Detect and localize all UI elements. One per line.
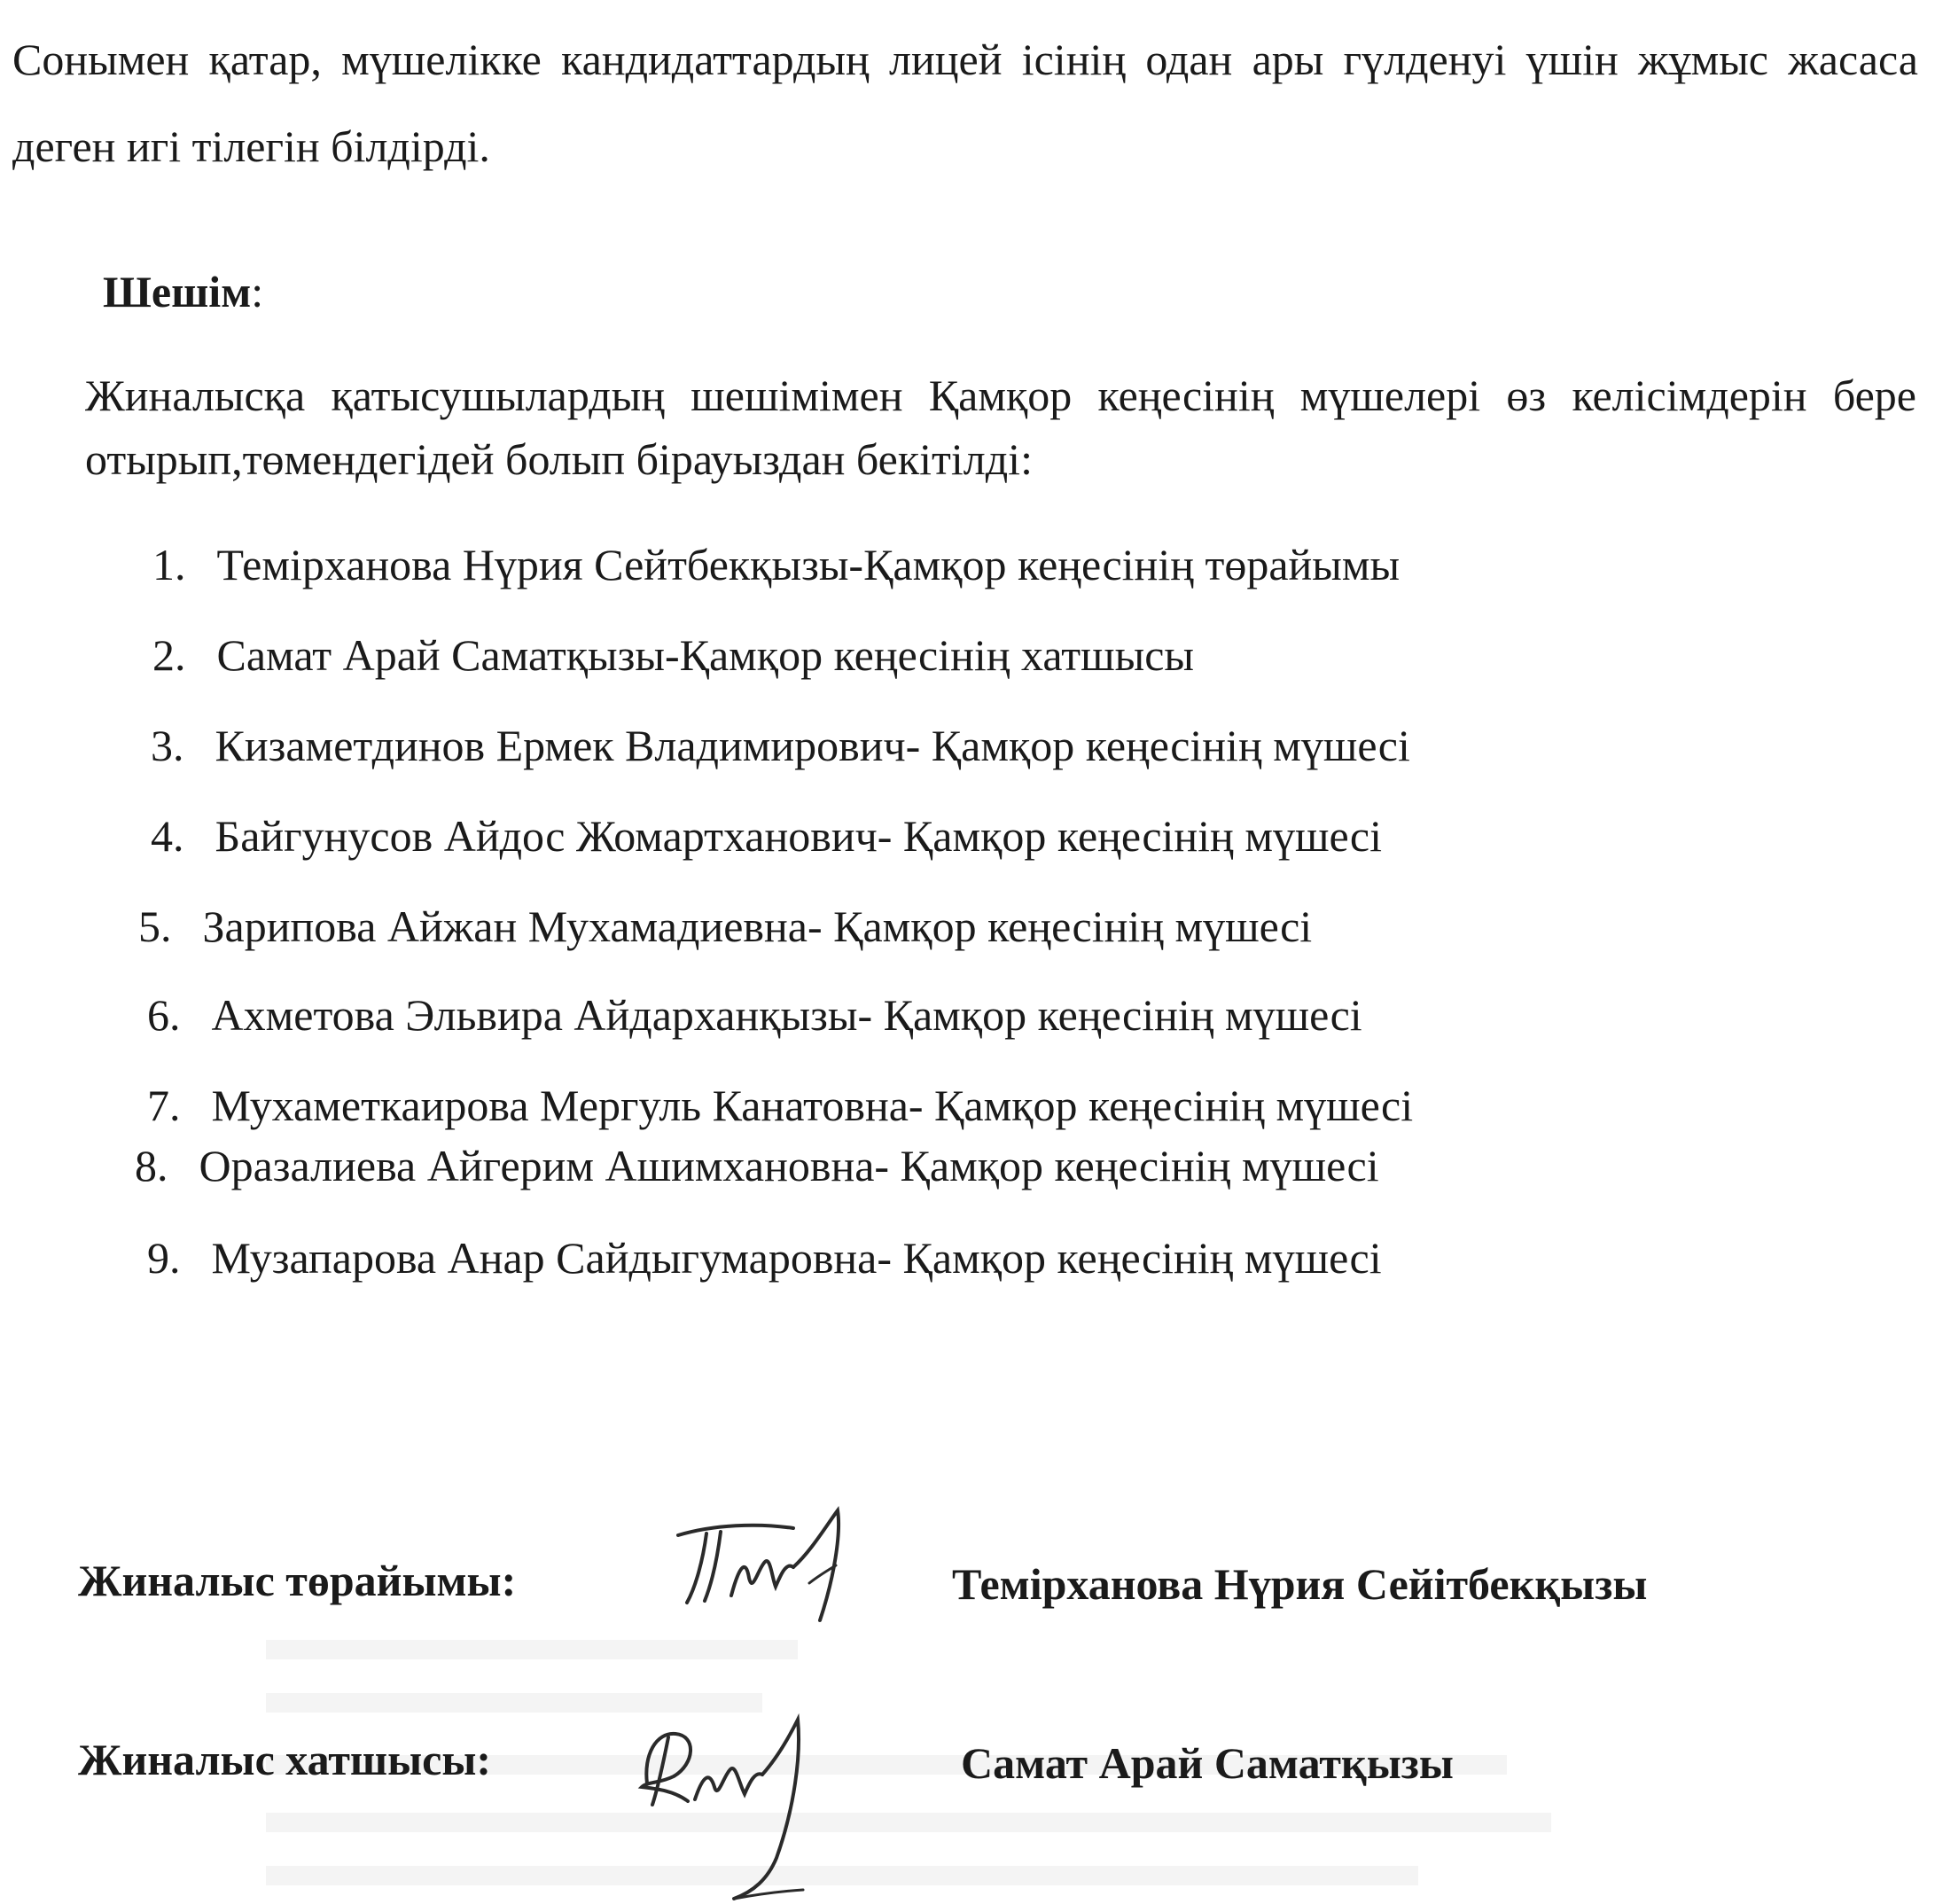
- list-item-text: Кизаметдинов Ермек Владимирович- Қамқор кеңесінің мүшесі: [215, 721, 1410, 770]
- list-item-text: Ахметова Эльвира Айдарханқызы- Қамқор кеңесінің мүшесі: [211, 990, 1362, 1040]
- decision-paragraph: Жиналысқа қатысушылардың шешімімен Қамқор кеңесінің мүшелері өз келісімдерін бере отырып,төмендегідей болып бірауыздан бекітілді:: [85, 371, 1916, 484]
- list-item: [152, 539, 1400, 590]
- decision-heading-colon: :: [251, 267, 264, 316]
- chair-label: Жиналыс төрайымы:: [78, 1556, 517, 1605]
- decision-heading: [103, 266, 263, 317]
- list-item: [135, 1140, 1379, 1191]
- list-item-number: 6.: [147, 990, 181, 1040]
- list-item-text: Музапарова Анар Сайдыгумаровна- Қамқор кеңесінің мүшесі: [211, 1233, 1382, 1283]
- chair-signature: [660, 1498, 873, 1631]
- intro-paragraph: Сонымен қатар, мүшелікке кандидаттардың лицей ісінің одан ары гүлденуі үшін жұмыс жасаса деген игі тілегін білдірді.: [12, 35, 1918, 171]
- list-item-text: Зарипова Айжан Мухамадиевна- Қамқор кеңесінің мүшесі: [202, 901, 1313, 951]
- list-item: [152, 629, 1194, 681]
- list-item-number: 4.: [151, 811, 184, 861]
- decision-heading-word: Шешім: [103, 267, 252, 316]
- list-item-text: Мухаметкаирова Мергуль Канатовна- Қамқор кеңесінің мүшесі: [211, 1081, 1414, 1130]
- chair-name: Темірханова Нүрия Сейітбекқызы: [952, 1559, 1648, 1609]
- list-item: [151, 810, 1382, 862]
- list-item-number: 7.: [147, 1081, 181, 1130]
- secretary-signature: [620, 1702, 842, 1904]
- list-item-number: 1.: [152, 540, 186, 589]
- list-item: [151, 720, 1410, 771]
- list-item-text: Самат Арай Саматқызы-Қамқор кеңесінің хатшысы: [216, 630, 1194, 680]
- list-item-number: 9.: [147, 1233, 181, 1283]
- list-item-number: 5.: [138, 901, 172, 951]
- secretary-label: Жиналыс хатшысы:: [78, 1735, 492, 1784]
- list-item-number: 8.: [135, 1141, 168, 1190]
- list-item: [147, 989, 1362, 1041]
- list-item: [138, 901, 1312, 952]
- list-item-number: 2.: [152, 630, 186, 680]
- list-item-text: Темірханова Нүрия Сейтбекқызы-Қамқор кеңесінің төрайымы: [216, 540, 1401, 589]
- secretary-name: Самат Арай Саматқызы: [961, 1738, 1454, 1788]
- list-item-number: 3.: [151, 721, 184, 770]
- list-item-text: Байгунусов Айдос Жомартханович- Қамқор кеңесінің мүшесі: [215, 811, 1382, 861]
- list-item: [147, 1080, 1413, 1131]
- list-item: [147, 1232, 1382, 1284]
- list-item-text: Оразалиева Айгерим Ашимхановна- Қамқор кеңесінің мүшесі: [199, 1141, 1379, 1190]
